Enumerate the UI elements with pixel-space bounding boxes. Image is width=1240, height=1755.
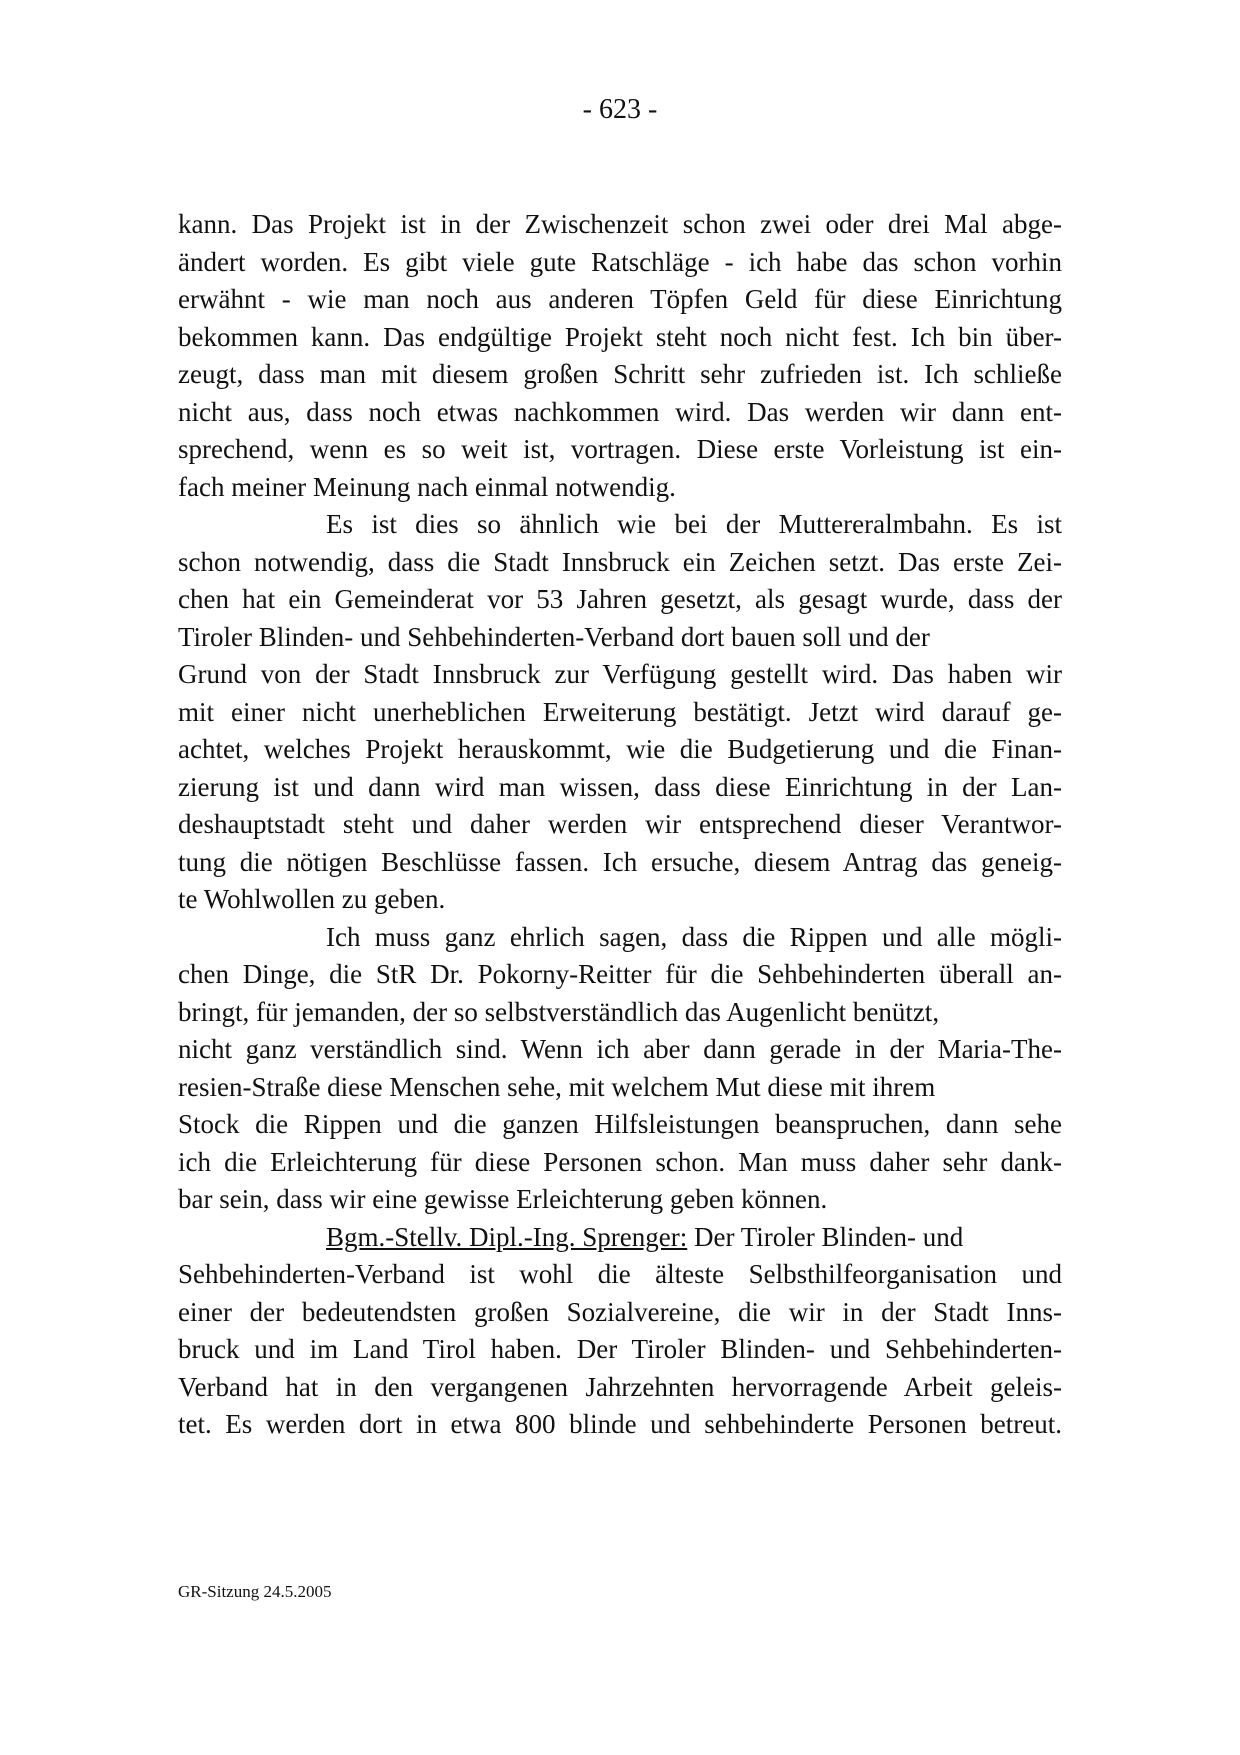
speaker-line — [178, 1219, 1062, 1257]
text-line: schon notwendig, dass die Stadt Innsbruck ein Zeichen setzt. Das erste Zei- — [178, 546, 1062, 577]
document-body — [178, 206, 1062, 1444]
text-line: bar sein, dass wir eine gewisse Erleichterung geben können. — [178, 1184, 828, 1214]
text-line: chen hat ein Gemeinderat vor 53 Jahren gesetzt, als gesagt wurde, dass der — [178, 584, 1062, 614]
text-line: Verband hat in den vergangenen Jahrzehnten hervorragende Arbeit geleis- — [178, 1371, 1062, 1402]
text-line: nicht ganz verständlich sind. Wenn ich aber dann gerade in der Maria-The- — [178, 1034, 1062, 1064]
text-line: Sehbehinderten-Verband ist wohl die älteste Selbsthilfeorganisation und — [178, 1259, 1062, 1289]
text-line: Grund von der Stadt Innsbruck zur Verfügung gestellt wird. Das haben wir — [178, 659, 1062, 689]
text-line: tung die nötigen Beschlüsse fassen. Ich ersuche, diesem Antrag das geneig- — [178, 846, 1062, 877]
paragraph — [178, 919, 1062, 1219]
text-line: zeugt, dass man mit diesem großen Schritt sehr zufrieden ist. Ich schließe — [178, 359, 1062, 389]
text-line: sprechend, wenn es so weit ist, vortragen. Diese erste Vorleistung ist ein- — [178, 434, 1062, 464]
text-line: einer der bedeutendsten großen Sozialvereine, die wir in der Stadt Inns- — [178, 1296, 1062, 1327]
text-line: bekommen kann. Das endgültige Projekt steht noch nicht fest. Ich bin über- — [178, 321, 1062, 352]
text-line: achtet, welches Projekt herauskommt, wie die Budgetierung und die Finan- — [178, 734, 1062, 764]
text-line: te Wohlwollen zu geben. — [178, 884, 446, 914]
footer-session-date: GR-Sitzung 24.5.2005 — [178, 1582, 332, 1601]
text-line: tet. Es werden dort in etwa 800 blinde und sehbehinderte Personen betreut. — [178, 1409, 1062, 1439]
text-line: deshauptstadt steht und daher werden wir entsprechend dieser Verantwor- — [178, 809, 1062, 839]
text-line: nicht aus, dass noch etwas nachkommen wird. Das werden wir dann ent- — [178, 396, 1062, 427]
page-number: - 623 - — [582, 94, 658, 125]
text-line: resien-Straße diese Menschen sehe, mit welchem Mut diese mit ihrem — [178, 1071, 936, 1102]
paragraph — [178, 1219, 1062, 1444]
speaker-name: Bgm.-Stellv. Dipl.-Ing. Sprenger: — [326, 1221, 688, 1252]
text-line: Stock die Rippen und die ganzen Hilfsleistungen beanspruchen, dann sehe — [178, 1109, 1062, 1139]
paragraph — [178, 206, 1062, 506]
paragraph — [178, 506, 1062, 919]
text-line: Es ist dies so ähnlich wie bei der Muttereralmbahn. Es ist — [326, 509, 1062, 539]
text-line: bruck und im Land Tirol haben. Der Tiroler Blinden- und Sehbehinderten- — [178, 1334, 1062, 1364]
text-line: erwähnt - wie man noch aus anderen Töpfen Geld für diese Einrichtung — [178, 284, 1062, 314]
text-line: zierung ist und dann wird man wissen, dass diese Einrichtung in der Lan- — [178, 771, 1062, 802]
text-line: mit einer nicht unerheblichen Erweiterung bestätigt. Jetzt wird darauf ge- — [178, 696, 1062, 727]
text-line: ändert worden. Es gibt viele gute Ratschläge - ich habe das schon vorhin — [178, 246, 1062, 277]
text-line: kann. Das Projekt ist in der Zwischenzeit schon zwei oder drei Mal abge- — [178, 209, 1062, 239]
speaker-line-text: Der Tiroler Blinden- und — [687, 1221, 964, 1252]
text-line: bringt, für jemanden, der so selbstverständlich das Augenlicht benützt, — [178, 996, 940, 1027]
text-line: ich die Erleichterung für diese Personen schon. Man muss daher sehr dank- — [178, 1146, 1062, 1177]
text-line: Ich muss ganz ehrlich sagen, dass die Rippen und alle mögli- — [326, 921, 1062, 952]
text-line: chen Dinge, die StR Dr. Pokorny-Reitter für die Sehbehinderten überall an- — [178, 959, 1062, 989]
text-line: fach meiner Meinung nach einmal notwendig. — [178, 471, 676, 502]
text-line: Tiroler Blinden- und Sehbehinderten-Verband dort bauen soll und der — [178, 621, 930, 652]
